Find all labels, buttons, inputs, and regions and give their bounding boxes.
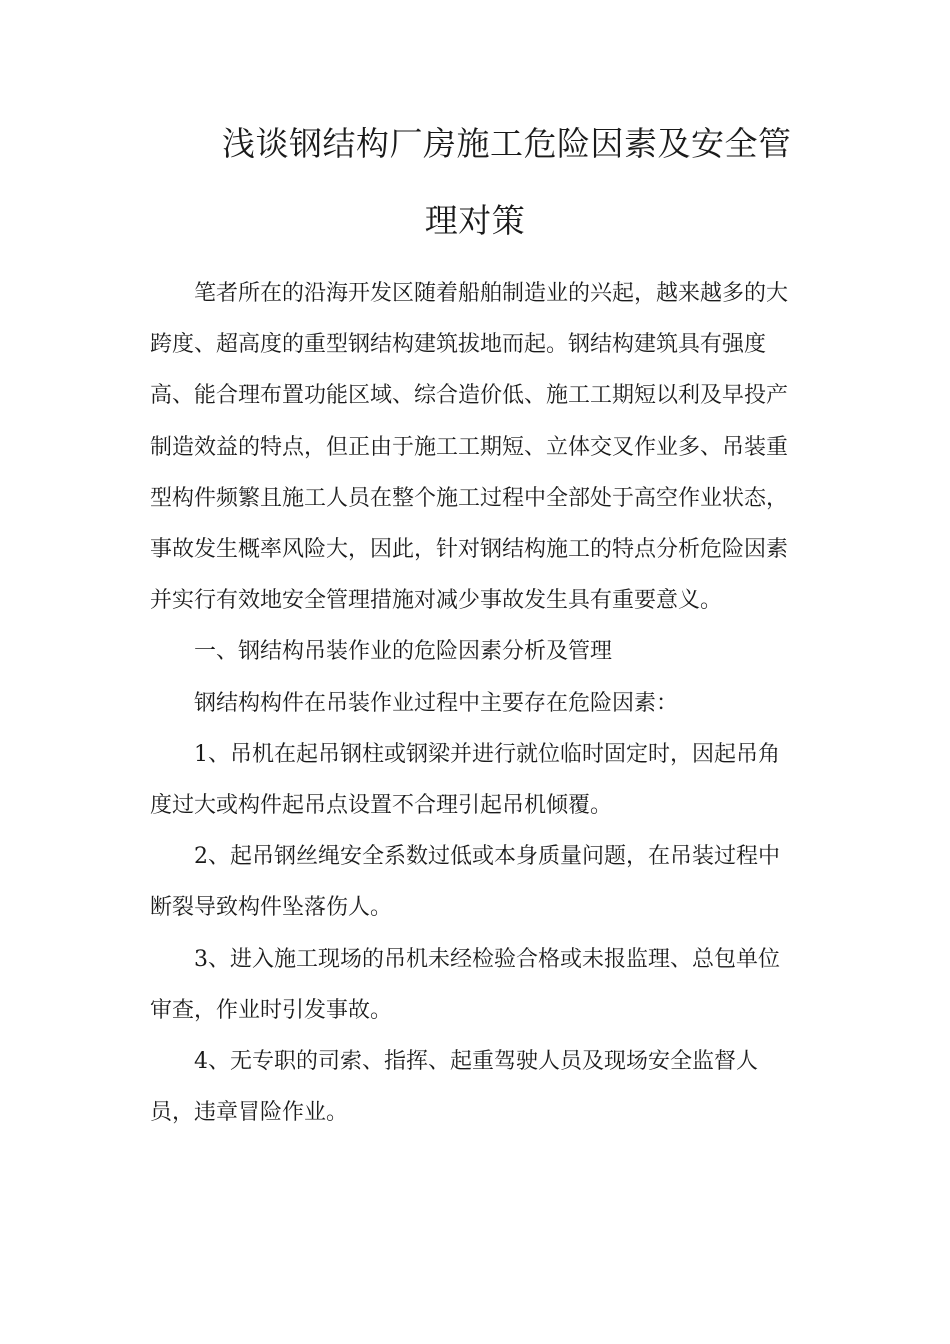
paragraph-line: 笔者所在的沿海开发区随着船舶制造业的兴起，越来越多的大 [194,281,789,306]
paragraph-line: 1、吊机在起吊钢柱或钢梁并进行就位临时固定时，因起吊角 [194,741,780,767]
paragraph-line: 3、进入施工现场的吊机未经检验合格或未报监理、总包单位 [194,946,780,972]
paragraph-line: 断裂导致构件坠落伤人。 [150,895,393,921]
document-title-line-2: 理对策 [424,201,526,240]
document-title-line-1: 浅谈钢结构厂房施工危险因素及安全管 [222,124,792,163]
document-body [150,268,800,1138]
paragraph-intro [150,268,800,626]
paragraph-line: 员，违章冒险作业。 [150,1100,349,1126]
paragraph-line: 审查，作业时引发事故。 [150,997,393,1023]
paragraph-line: 并实行有效地安全管理措施对减少事故发生具有重要意义。 [150,588,723,614]
section-heading-text: 一、钢结构吊装作业的危险因素分析及管理 [194,639,613,665]
paragraph-line: 高、能合理布置功能区域、综合造价低、施工工期短以利及早投产 [150,383,789,409]
list-item-2 [150,831,800,933]
paragraph-risk-intro [150,678,800,729]
list-item-1 [150,729,800,831]
list-item-4 [150,1036,800,1138]
paragraph-line: 4、无专职的司索、指挥、起重驾驶人员及现场安全监督人 [194,1049,758,1075]
paragraph-line: 型构件频繁且施工人员在整个施工过程中全部处于高空作业状态， [150,485,789,511]
paragraph-line: 制造效益的特点，但正由于施工工期短、立体交叉作业多、吊装重 [150,434,789,460]
list-item-3 [150,934,800,1036]
paragraph-line: 2、起吊钢丝绳安全系数过低或本身质量问题，在吊装过程中 [194,844,780,870]
paragraph-line: 事故发生概率风险大，因此，针对钢结构施工的特点分析危险因素 [150,537,789,563]
paragraph-line: 钢结构构件在吊装作业过程中主要存在危险因素： [194,690,679,716]
paragraph-line: 度过大或构件起吊点设置不合理引起吊机倾覆。 [150,793,613,819]
section-heading [150,626,800,677]
paragraph-line: 跨度、超高度的重型钢结构建筑拔地而起。钢结构建筑具有强度 [150,332,767,358]
